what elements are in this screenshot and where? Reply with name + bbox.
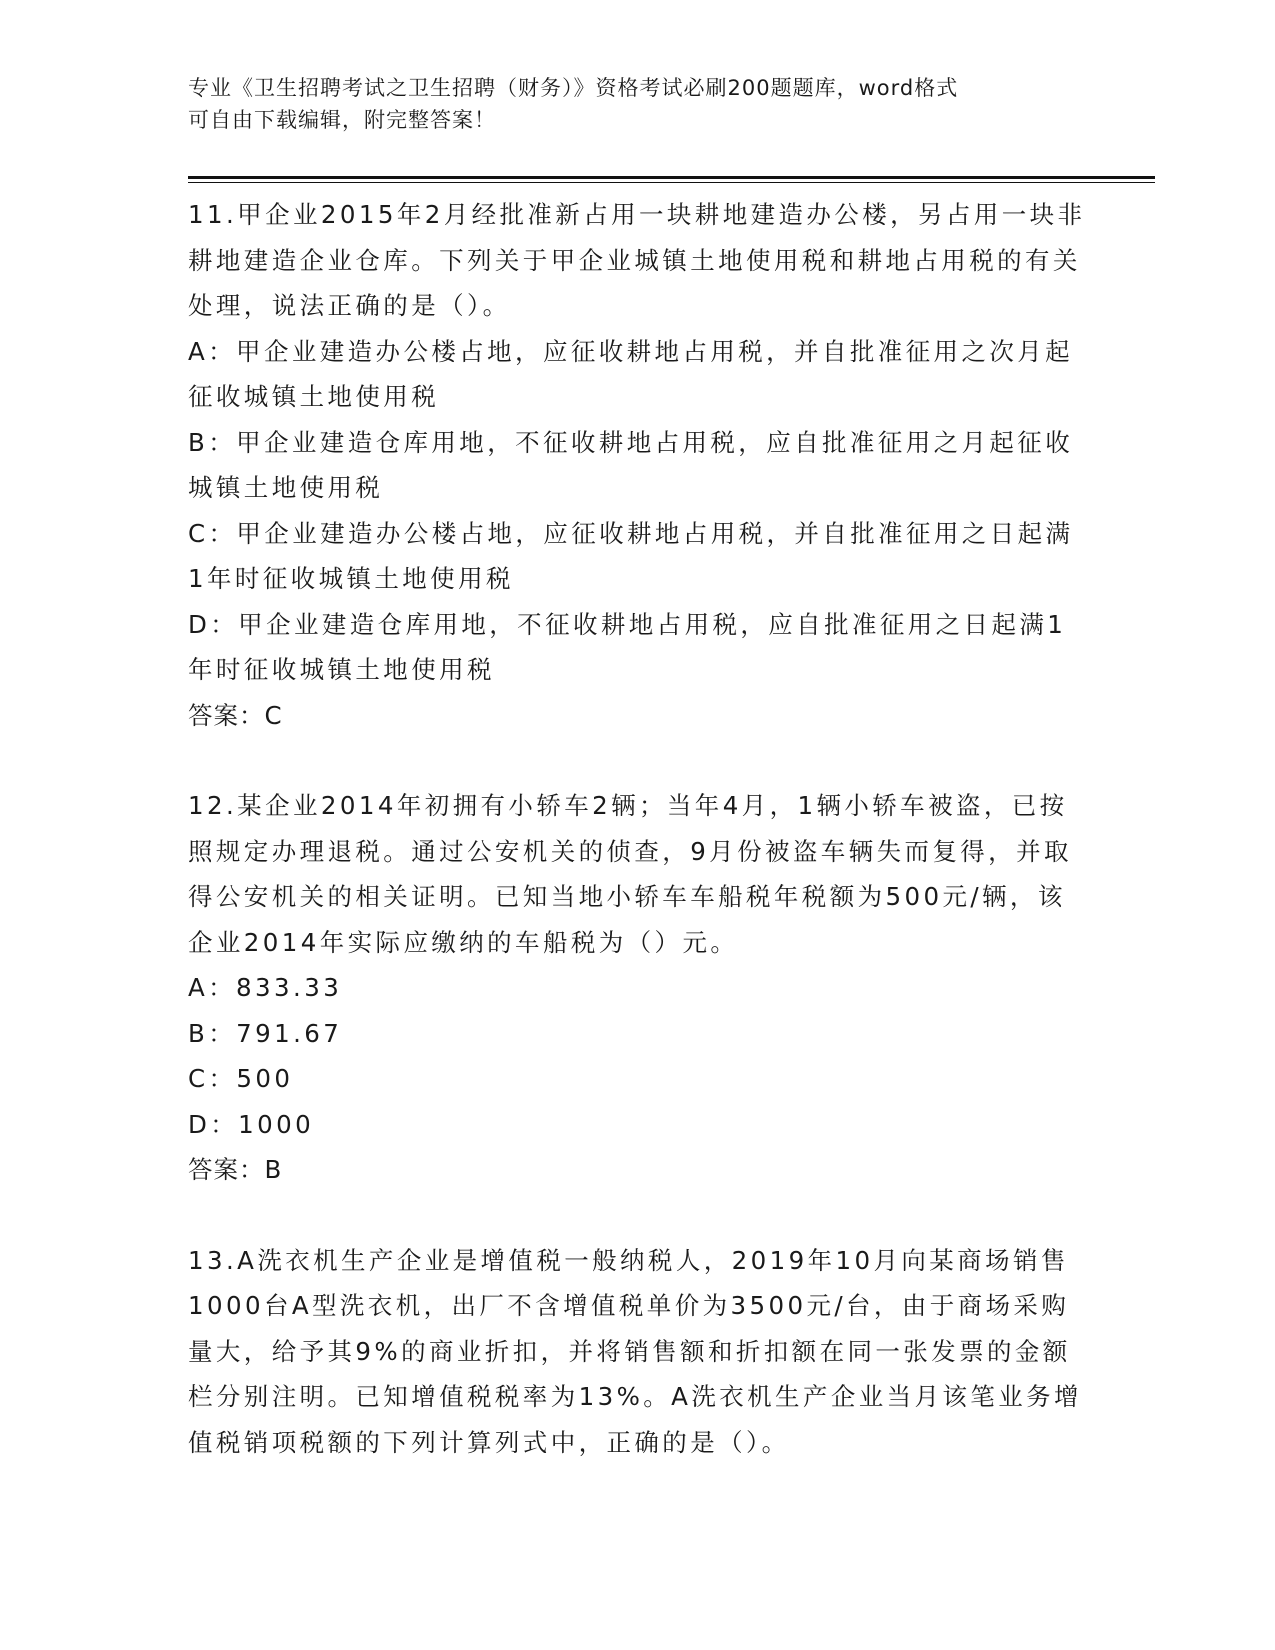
question-list (188, 192, 1088, 1465)
question-stem: 12.某企业2014年初拥有小轿车2辆；当年4月，1辆小轿车被盗，已按照规定办理退税。通过公安机关的侦查，9月份被盗车辆失而复得，并取得公安机关的相关证明。已知当地小轿车车船税年税额为500元/辆，该企业2014年实际应缴纳的车船税为（）元。 (188, 791, 1072, 957)
option-a: A：甲企业建造办公楼占地，应征收耕地占用税，并自批准征用之次月起征收城镇土地使用税 (188, 336, 1074, 411)
question-11 (188, 192, 1088, 738)
header-rule-thick (188, 176, 1155, 179)
question-spacer (188, 738, 1088, 783)
question-stem: 13.A洗衣机生产企业是增值税一般纳税人，2019年10月向某商场销售1000台A型洗衣机，出厂不含增值税单价为3500元/台，由于商场采购量大，给予其9%的商业折扣，并将销售额和折扣额在同一张发票的金额栏分别注明。已知增值税税率为13%。A洗衣机生产企业当月该笔业务增值税销项税额的下列计算列式中，正确的是（）。 (188, 1245, 1082, 1457)
option-d: D：甲企业建造仓库用地，不征收耕地占用税，应自批准征用之日起满1年时征收城镇土地使用税 (188, 609, 1067, 684)
header-rule-thin (188, 182, 1155, 183)
question-spacer (188, 1193, 1088, 1238)
document-header (188, 72, 1068, 136)
answer-line: 答案：B (188, 1155, 283, 1184)
option-b: B：甲企业建造仓库用地，不征收耕地占用税，应自批准征用之月起征收城镇土地使用税 (188, 427, 1074, 502)
option-d: D：1000 (188, 1109, 315, 1139)
header-line-1: 专业《卫生招聘考试之卫生招聘（财务）》资格考试必刷200题题库，word格式 (188, 76, 959, 100)
answer-line: 答案：C (188, 700, 283, 730)
option-b: B：791.67 (188, 1018, 343, 1048)
question-13 (188, 1238, 1088, 1466)
option-c: C：甲企业建造办公楼占地，应征收耕地占用税，并自批准征用之日起满1年时征收城镇土地使用税 (188, 518, 1074, 593)
question-12 (188, 783, 1088, 1193)
option-a: A：833.33 (188, 973, 343, 1002)
header-line-2: 可自由下载编辑，附完整答案！ (188, 108, 496, 132)
option-c: C：500 (188, 1064, 294, 1093)
question-stem: 11.甲企业2015年2月经批准新占用一块耕地建造办公楼，另占用一块非耕地建造企业仓库。下列关于甲企业城镇土地使用税和耕地占用税的有关处理，说法正确的是（）。 (188, 200, 1086, 320)
